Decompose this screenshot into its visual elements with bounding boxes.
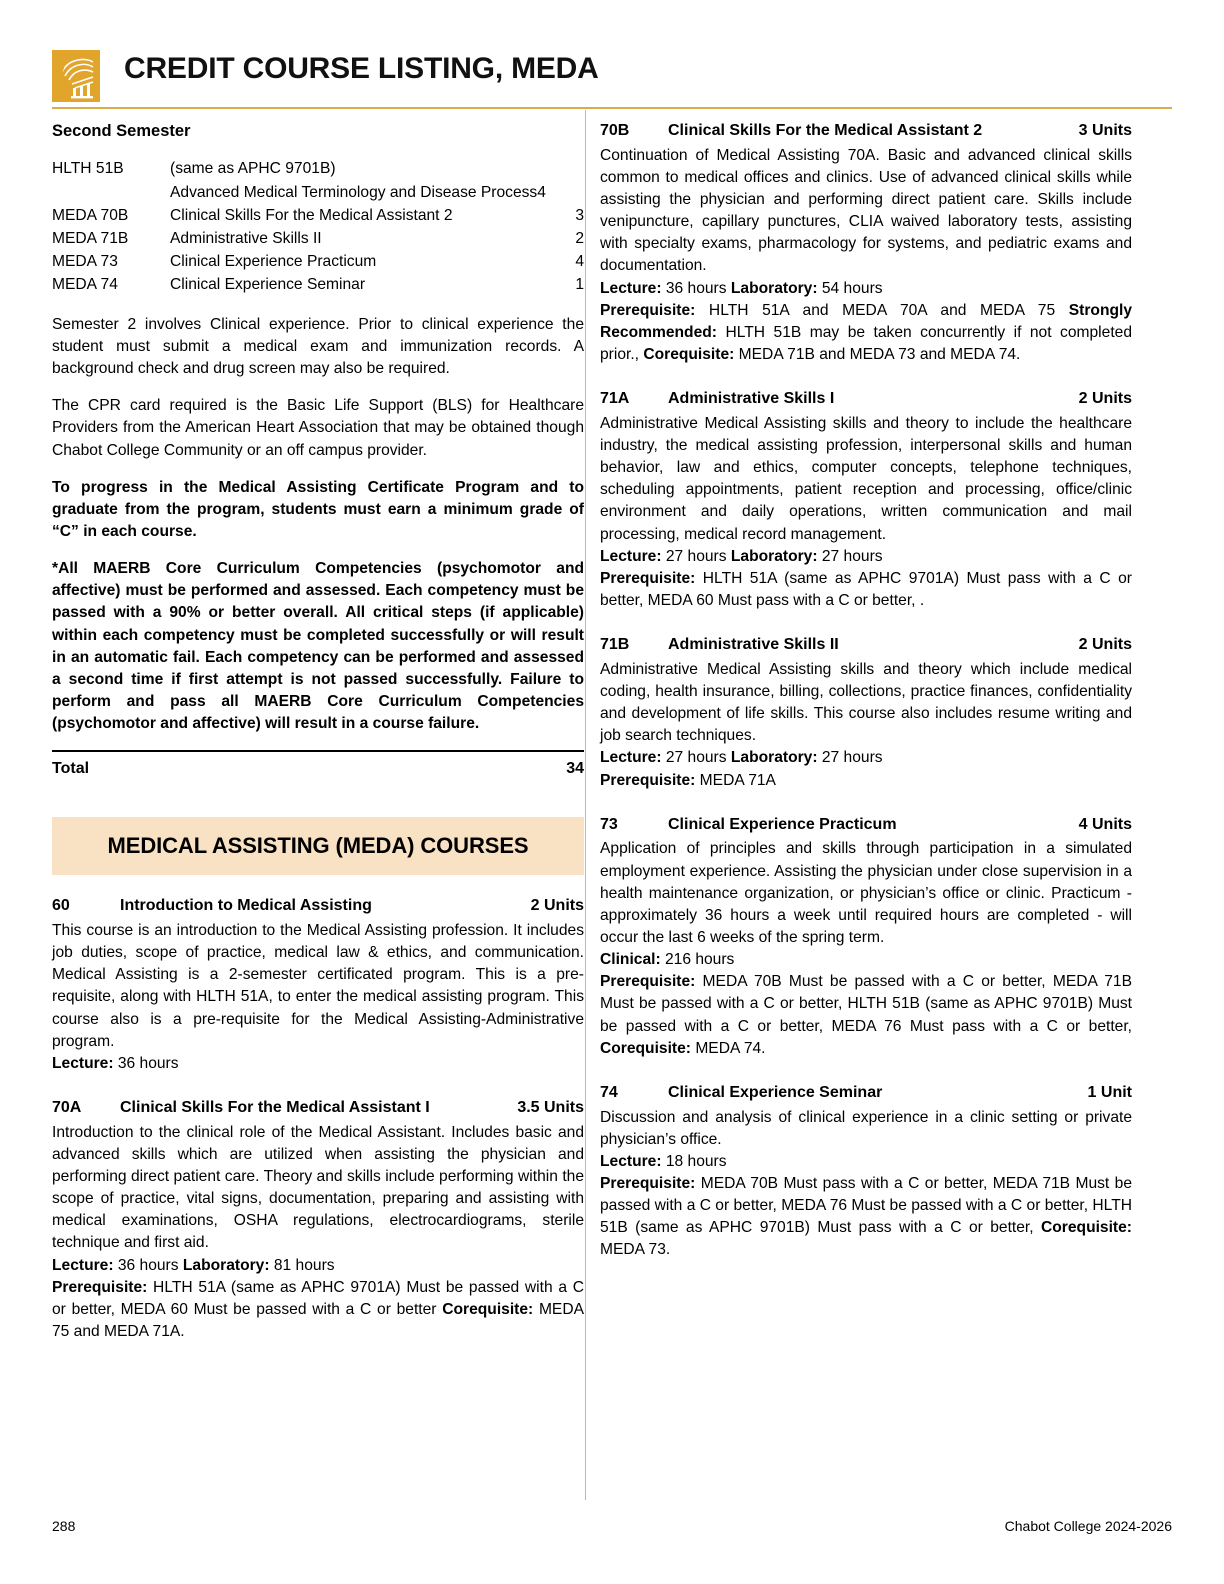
left-column bbox=[52, 120, 584, 1343]
page-number: 288 bbox=[52, 1518, 76, 1534]
course-units: 1 bbox=[575, 275, 584, 293]
total-divider bbox=[52, 750, 584, 781]
meta-label: Prerequisite: bbox=[600, 1174, 696, 1192]
course-meta-line bbox=[600, 568, 1132, 612]
course-title: (same as APHC 9701B) bbox=[170, 160, 336, 178]
course-entry bbox=[52, 1097, 584, 1343]
course-number: 70A bbox=[52, 1098, 82, 1116]
table-row bbox=[52, 273, 584, 296]
course-units: 3 bbox=[575, 206, 584, 224]
page-header bbox=[52, 48, 1172, 110]
course-entry-header bbox=[600, 388, 1132, 411]
meta-value: 36 hours bbox=[661, 279, 731, 297]
meta-label: Corequisite: bbox=[442, 1300, 534, 1318]
meta-label: Corequisite: bbox=[643, 345, 735, 363]
meta-value: 36 hours bbox=[113, 1054, 179, 1072]
course-title: Administrative Skills II bbox=[170, 229, 322, 247]
column-divider bbox=[585, 110, 586, 1500]
meta-value: MEDA 70B Must pass with a C or better, MEDA 71B Must be passed with a C or better, MEDA 76 Must be passed with a C or better, HLTH 51B (same as APHC 9701B) Must pass with a C or better, bbox=[600, 1174, 1132, 1237]
total-units: 34 bbox=[566, 760, 584, 778]
course-entry bbox=[52, 895, 584, 1075]
course-units: 4 bbox=[575, 252, 584, 270]
meta-label: Strongly Recommended: bbox=[600, 301, 1132, 341]
course-entry-header bbox=[600, 634, 1132, 657]
total-row bbox=[52, 758, 584, 781]
course-units: 2 bbox=[575, 229, 584, 247]
meta-value: 27 hours bbox=[817, 749, 883, 767]
meta-value: 81 hours bbox=[269, 1256, 335, 1274]
emphasis-paragraph: *All MAERB Core Curriculum Competencies (psychomotor and affective) must be performed and assessed. Each competency must be passed with a 90% or better overall. All critical steps (if applicable) within each competency must be completed successfully or will result in an automatic fail. Each competency can be performed and assessed a second time if first attempt is not passed successfully. Failure to perform and pass all MAERB Core Curriculum Competencies (psychomotor and affective) will result in a course failure. bbox=[52, 560, 584, 733]
course-entry-header bbox=[600, 120, 1132, 143]
course-title: Administrative Skills I bbox=[668, 390, 835, 408]
course-meta-line bbox=[600, 949, 1132, 971]
meta-value: 216 hours bbox=[660, 951, 735, 969]
course-number: 70B bbox=[600, 122, 630, 139]
course-units bbox=[566, 181, 584, 204]
meta-value: 27 hours bbox=[661, 749, 731, 767]
course-meta-line bbox=[600, 747, 1132, 769]
meta-value: MEDA 73. bbox=[600, 1241, 671, 1259]
course-units: 2 Units bbox=[1078, 636, 1132, 654]
meta-value: MEDA 75 and MEDA 71A. bbox=[52, 1300, 584, 1340]
course-meta-line bbox=[600, 300, 1132, 366]
course-table-body bbox=[52, 157, 584, 295]
body-paragraph: The CPR card required is the Basic Life Support (BLS) for Healthcare Providers from the American Heart Association that may be obtained though Chabot College Community or an off campus provider. bbox=[52, 397, 584, 459]
course-meta-line bbox=[52, 1053, 584, 1075]
meta-label: Laboratory: bbox=[730, 749, 818, 767]
course-meta-line bbox=[600, 1151, 1132, 1173]
course-description: Application of principles and skills through participation in a simulated employment experience. Assisting the physician under close supervision in a health maintenance organization, or physician’s office or clinic. Practicum - approximately 36 hours a week until required hours are completed - will occur the last 6 weeks of the spring term. bbox=[600, 840, 1132, 946]
meta-value: HLTH 51B may be taken concurrently if not completed prior., bbox=[600, 323, 1132, 363]
course-number: 71A bbox=[600, 390, 630, 408]
course-units: 1 Unit bbox=[1087, 1083, 1132, 1101]
course-code: HLTH 51B bbox=[52, 160, 124, 178]
course-description: Administrative Medical Assisting skills and theory which include medical coding, health insurance, billing, collections, practice finances, confidentiality and development of life skills. This course also includes resume writing and job search techniques. bbox=[600, 660, 1132, 745]
page-title: CREDIT COURSE LISTING, MEDA bbox=[124, 52, 599, 85]
meta-label: Lecture: bbox=[52, 1256, 114, 1274]
second-semester-course-table bbox=[52, 157, 584, 295]
course-description: Continuation of Medical Assisting 70A. Basic and advanced clinical skills common to medical offices and clinics. Use of advanced clinical skills while assisting the physician and performing direct patient care. Skills include venipuncture, capillary punctures, CLIA waived laboratory tests, assisting with specialty exams, pharmacology for systems, and pediatric exams and documentation. bbox=[600, 146, 1132, 275]
course-title: Introduction to Medical Assisting bbox=[120, 897, 372, 915]
meta-label: Lecture: bbox=[600, 279, 662, 297]
course-number: 74 bbox=[600, 1083, 618, 1101]
course-title: Clinical Experience Practicum bbox=[668, 815, 897, 833]
meta-label: Corequisite: bbox=[600, 1039, 691, 1057]
meta-label: Laboratory: bbox=[182, 1256, 270, 1274]
course-units bbox=[566, 157, 584, 180]
course-title: Clinical Experience Seminar bbox=[170, 275, 366, 293]
meta-label: Prerequisite: bbox=[600, 771, 696, 789]
course-units: 2 Units bbox=[1078, 390, 1132, 408]
course-description: Introduction to the clinical role of the Medical Assistant. Includes basic and advanced skills which are utilized when assisting the physician and performing direct patient care. Theory and skills include performing within the scope of practice, vital signs, documentation, preparing and assisting with medical examinations, OSHA regulations, electrocardiograms, sterile technique and first aid. bbox=[52, 1123, 584, 1252]
meta-value: MEDA 71A bbox=[695, 771, 776, 789]
course-title: Clinical Skills For the Medical Assistant 2 bbox=[170, 206, 453, 224]
course-entry bbox=[600, 120, 1132, 366]
course-entry bbox=[600, 814, 1132, 1060]
course-title: Clinical Experience Seminar bbox=[668, 1083, 883, 1101]
course-units: 3 Units bbox=[1078, 122, 1132, 139]
course-title: Clinical Skills For the Medical Assistant I bbox=[120, 1098, 430, 1116]
course-code bbox=[52, 181, 170, 204]
course-title: Advanced Medical Terminology and Disease Process4 bbox=[170, 183, 546, 201]
course-entry-header bbox=[600, 1082, 1132, 1105]
course-description: Administrative Medical Assisting skills and theory to include the healthcare industry, the medical assisting profession, interpersonal skills and human behavior, law and ethics, computer concepts, telephone techniques, scheduling appointments, patient reception and processing, office/clinic environment and daily operations, written communication and mail processing, medical record management. bbox=[600, 414, 1132, 543]
course-entry bbox=[600, 1082, 1132, 1262]
course-title: Clinical Skills For the Medical Assistant 2 bbox=[668, 122, 983, 139]
header-rule bbox=[52, 107, 1172, 109]
body-paragraph: Semester 2 involves Clinical experience. Prior to clinical experience the student must submit a medical exam and immunization records. A background check and drug screen may also be required. bbox=[52, 315, 584, 378]
course-entry bbox=[600, 388, 1132, 612]
meta-label: Prerequisite: bbox=[52, 1278, 148, 1296]
meta-value: MEDA 70B Must be passed with a C or better, MEDA 71B Must be passed with a C or better, HLTH 51B (same as APHC 9701B) Must be passed with a C or better, MEDA 76 Must pass with a C or better, bbox=[600, 973, 1132, 1035]
course-meta-line bbox=[52, 1255, 584, 1277]
meta-label: Laboratory: bbox=[730, 547, 818, 565]
course-meta-line bbox=[600, 278, 1132, 300]
course-units: 2 Units bbox=[530, 897, 584, 915]
meta-label: Lecture: bbox=[52, 1054, 114, 1072]
table-row bbox=[52, 250, 584, 273]
meta-value: 54 hours bbox=[817, 279, 883, 297]
page-footer bbox=[52, 1518, 1172, 1534]
meta-value: HLTH 51A (same as APHC 9701A) Must be passed with a C or better, MEDA 60 Must be passed with a C or better bbox=[52, 1278, 584, 1318]
meta-label: Clinical: bbox=[600, 951, 661, 969]
catalog-label: Chabot College 2024-2026 bbox=[1004, 1518, 1172, 1534]
left-bold-paragraphs bbox=[52, 477, 584, 736]
right-course-entries bbox=[600, 120, 1132, 1262]
table-row bbox=[52, 181, 584, 204]
course-code: MEDA 71B bbox=[52, 229, 129, 247]
meta-value: HLTH 51A and MEDA 70A and MEDA 75 bbox=[695, 301, 1069, 319]
course-entry-header bbox=[52, 895, 584, 918]
meda-courses-banner: MEDICAL ASSISTING (MEDA) COURSES bbox=[52, 817, 584, 875]
meta-label: Lecture: bbox=[600, 749, 662, 767]
total-label: Total bbox=[52, 760, 90, 778]
meta-value: 27 hours bbox=[817, 547, 883, 565]
left-course-entries bbox=[52, 895, 584, 1343]
course-description: This course is an introduction to the Medical Assisting profession. It includes job duties, scope of practice, medical law & ethics, and communication. Medical Assisting is a 2-semester certificated program. This is a pre-requisite, along with HLTH 51A, to enter the medical assisting program. This course also is a pre-requisite for the Medical Assisting-Administrative program. bbox=[52, 921, 584, 1050]
course-entry-header bbox=[600, 814, 1132, 837]
left-paragraphs bbox=[52, 314, 584, 462]
college-building-logo-icon bbox=[52, 50, 100, 102]
course-code: MEDA 70B bbox=[52, 206, 129, 224]
course-meta-line bbox=[600, 770, 1132, 792]
table-row bbox=[52, 157, 584, 180]
course-units: 3.5 Units bbox=[517, 1098, 584, 1116]
meta-value: MEDA 74. bbox=[690, 1039, 766, 1057]
meta-label: Corequisite: bbox=[1041, 1219, 1132, 1237]
meta-value: HLTH 51A (same as APHC 9701A) Must pass with a C or better, MEDA 60 Must pass with a C or better, . bbox=[600, 569, 1132, 609]
meta-label: Prerequisite: bbox=[600, 973, 696, 991]
meta-value: 27 hours bbox=[661, 547, 731, 565]
course-code: MEDA 74 bbox=[52, 275, 118, 293]
meta-value: 36 hours bbox=[113, 1256, 183, 1274]
table-row bbox=[52, 227, 584, 250]
course-number: 60 bbox=[52, 897, 70, 915]
course-meta-line bbox=[600, 971, 1132, 1060]
course-description: Discussion and analysis of clinical experience in a clinic setting or private physician’s office. bbox=[600, 1108, 1132, 1148]
course-title: Clinical Experience Practicum bbox=[170, 252, 377, 270]
meta-label: Lecture: bbox=[600, 1152, 662, 1170]
emphasis-paragraph: To progress in the Medical Assisting Certificate Program and to graduate from the program, students must earn a minimum grade of “C” in each course. bbox=[52, 478, 584, 541]
course-number: 73 bbox=[600, 815, 618, 833]
right-column bbox=[600, 120, 1132, 1262]
course-entry-header bbox=[52, 1097, 584, 1120]
second-semester-heading: Second Semester bbox=[52, 122, 191, 140]
course-units: 4 Units bbox=[1078, 815, 1132, 833]
meta-label: Lecture: bbox=[600, 547, 662, 565]
meta-value: 18 hours bbox=[661, 1152, 727, 1170]
meta-label: Prerequisite: bbox=[600, 301, 696, 319]
course-meta-line bbox=[52, 1277, 584, 1343]
course-meta-line bbox=[600, 1173, 1132, 1262]
course-meta-line bbox=[600, 546, 1132, 568]
meta-value: MEDA 71B and MEDA 73 and MEDA 74. bbox=[734, 345, 1021, 363]
course-number: 71B bbox=[600, 636, 630, 654]
course-title: Administrative Skills II bbox=[668, 636, 839, 654]
meta-label: Prerequisite: bbox=[600, 569, 696, 587]
course-entry bbox=[600, 634, 1132, 792]
meta-label: Laboratory: bbox=[730, 279, 818, 297]
table-row bbox=[52, 204, 584, 227]
course-code: MEDA 73 bbox=[52, 252, 118, 270]
